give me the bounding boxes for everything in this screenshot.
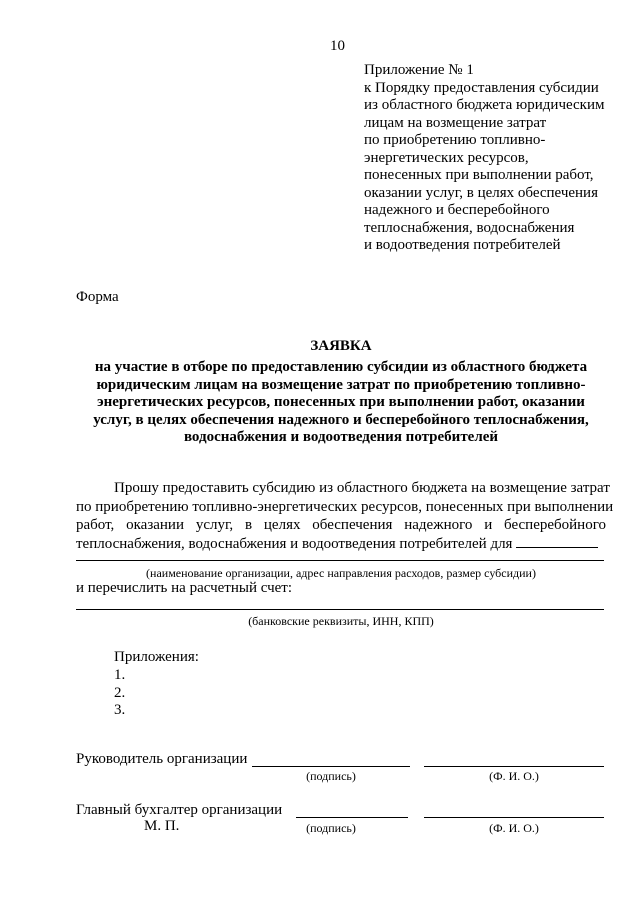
head-fio-line[interactable]	[424, 766, 604, 767]
subtitle-line: юридическим лицам на возмещение затрат по приобретению топливно-	[96, 376, 586, 393]
subtitle-line: водоснабжения и водоотведения потребителей	[183, 429, 499, 446]
form-label: Форма	[76, 289, 119, 305]
subtitle-line: услуг, в целях обеспечения надежного и бесперебойного теплоснабжения,	[93, 411, 589, 428]
head-label: Руководитель организации	[76, 751, 248, 767]
accountant-signature-line[interactable]	[296, 817, 408, 818]
appendix-line: к Порядку предоставления субсидии	[364, 79, 599, 96]
org-details-hint: (наименование организации, адрес направления расходов, размер субсидии)	[146, 566, 536, 580]
appendix-line: понесенных при выполнении работ,	[364, 167, 594, 183]
body-line: теплоснабжения, водоснабжения и водоотведения потребителей для	[76, 535, 513, 552]
document-subtitle	[76, 359, 606, 447]
bank-details-line[interactable]	[76, 609, 604, 610]
subtitle-line: энергетических ресурсов, понесенных при выполнении работ, оказании	[97, 394, 585, 411]
body-line: по приобретению топливно-энергетических ресурсов, понесенных при выполнении	[76, 498, 614, 515]
appendix-line: энергетических ресурсов,	[364, 149, 529, 166]
bank-details-hint: (банковские реквизиты, ИНН, КПП)	[248, 614, 434, 628]
attachments-heading: Приложения:	[114, 649, 199, 665]
appendix-line: Приложение № 1	[364, 62, 474, 78]
body-last-line	[76, 535, 606, 554]
appendix-block	[364, 62, 629, 255]
accountant-label: Главный бухгалтер организации	[76, 802, 283, 818]
subtitle-line: на участие в отборе по предоставлению субсидии из областного бюджета	[94, 359, 588, 375]
attachment-item: 1.	[114, 666, 126, 683]
appendix-line: лицам на возмещение затрат	[364, 114, 547, 131]
appendix-line: и водоотведения потребителей	[364, 237, 561, 253]
accountant-fio-line[interactable]	[424, 817, 604, 818]
appendix-line: теплоснабжения, водоснабжения	[364, 219, 575, 236]
head-signature-line[interactable]	[252, 766, 410, 767]
appendix-line: оказании услуг, в целях обеспечения	[364, 184, 598, 201]
body-line: Прошу предоставить субсидию из областного бюджета на возмещение затрат	[114, 480, 610, 496]
stamp-label: М. П.	[144, 818, 180, 834]
attachments-list	[114, 649, 199, 720]
appendix-line: по приобретению топливно-	[364, 132, 546, 148]
attachment-item: 3.	[114, 702, 126, 719]
accountant-fio-hint: (Ф. И. О.)	[489, 821, 539, 835]
org-name-field-start[interactable]	[516, 547, 598, 548]
page-number: 10	[330, 38, 345, 54]
transfer-text: и перечислить на расчетный счет:	[76, 580, 293, 596]
body-line: работ, оказании услуг, в целях обеспечения надежного и бесперебойного	[76, 517, 606, 534]
attachment-item: 2.	[114, 684, 126, 701]
head-signature-hint: (подпись)	[306, 769, 356, 783]
document-title: ЗАЯВКА	[310, 338, 372, 354]
head-fio-hint: (Ф. И. О.)	[489, 769, 539, 783]
request-paragraph	[76, 479, 614, 553]
org-details-line[interactable]	[76, 560, 604, 561]
accountant-signature-hint: (подпись)	[306, 821, 356, 835]
appendix-line: из областного бюджета юридическим	[364, 97, 605, 113]
appendix-line: надежного и бесперебойного	[364, 202, 550, 218]
